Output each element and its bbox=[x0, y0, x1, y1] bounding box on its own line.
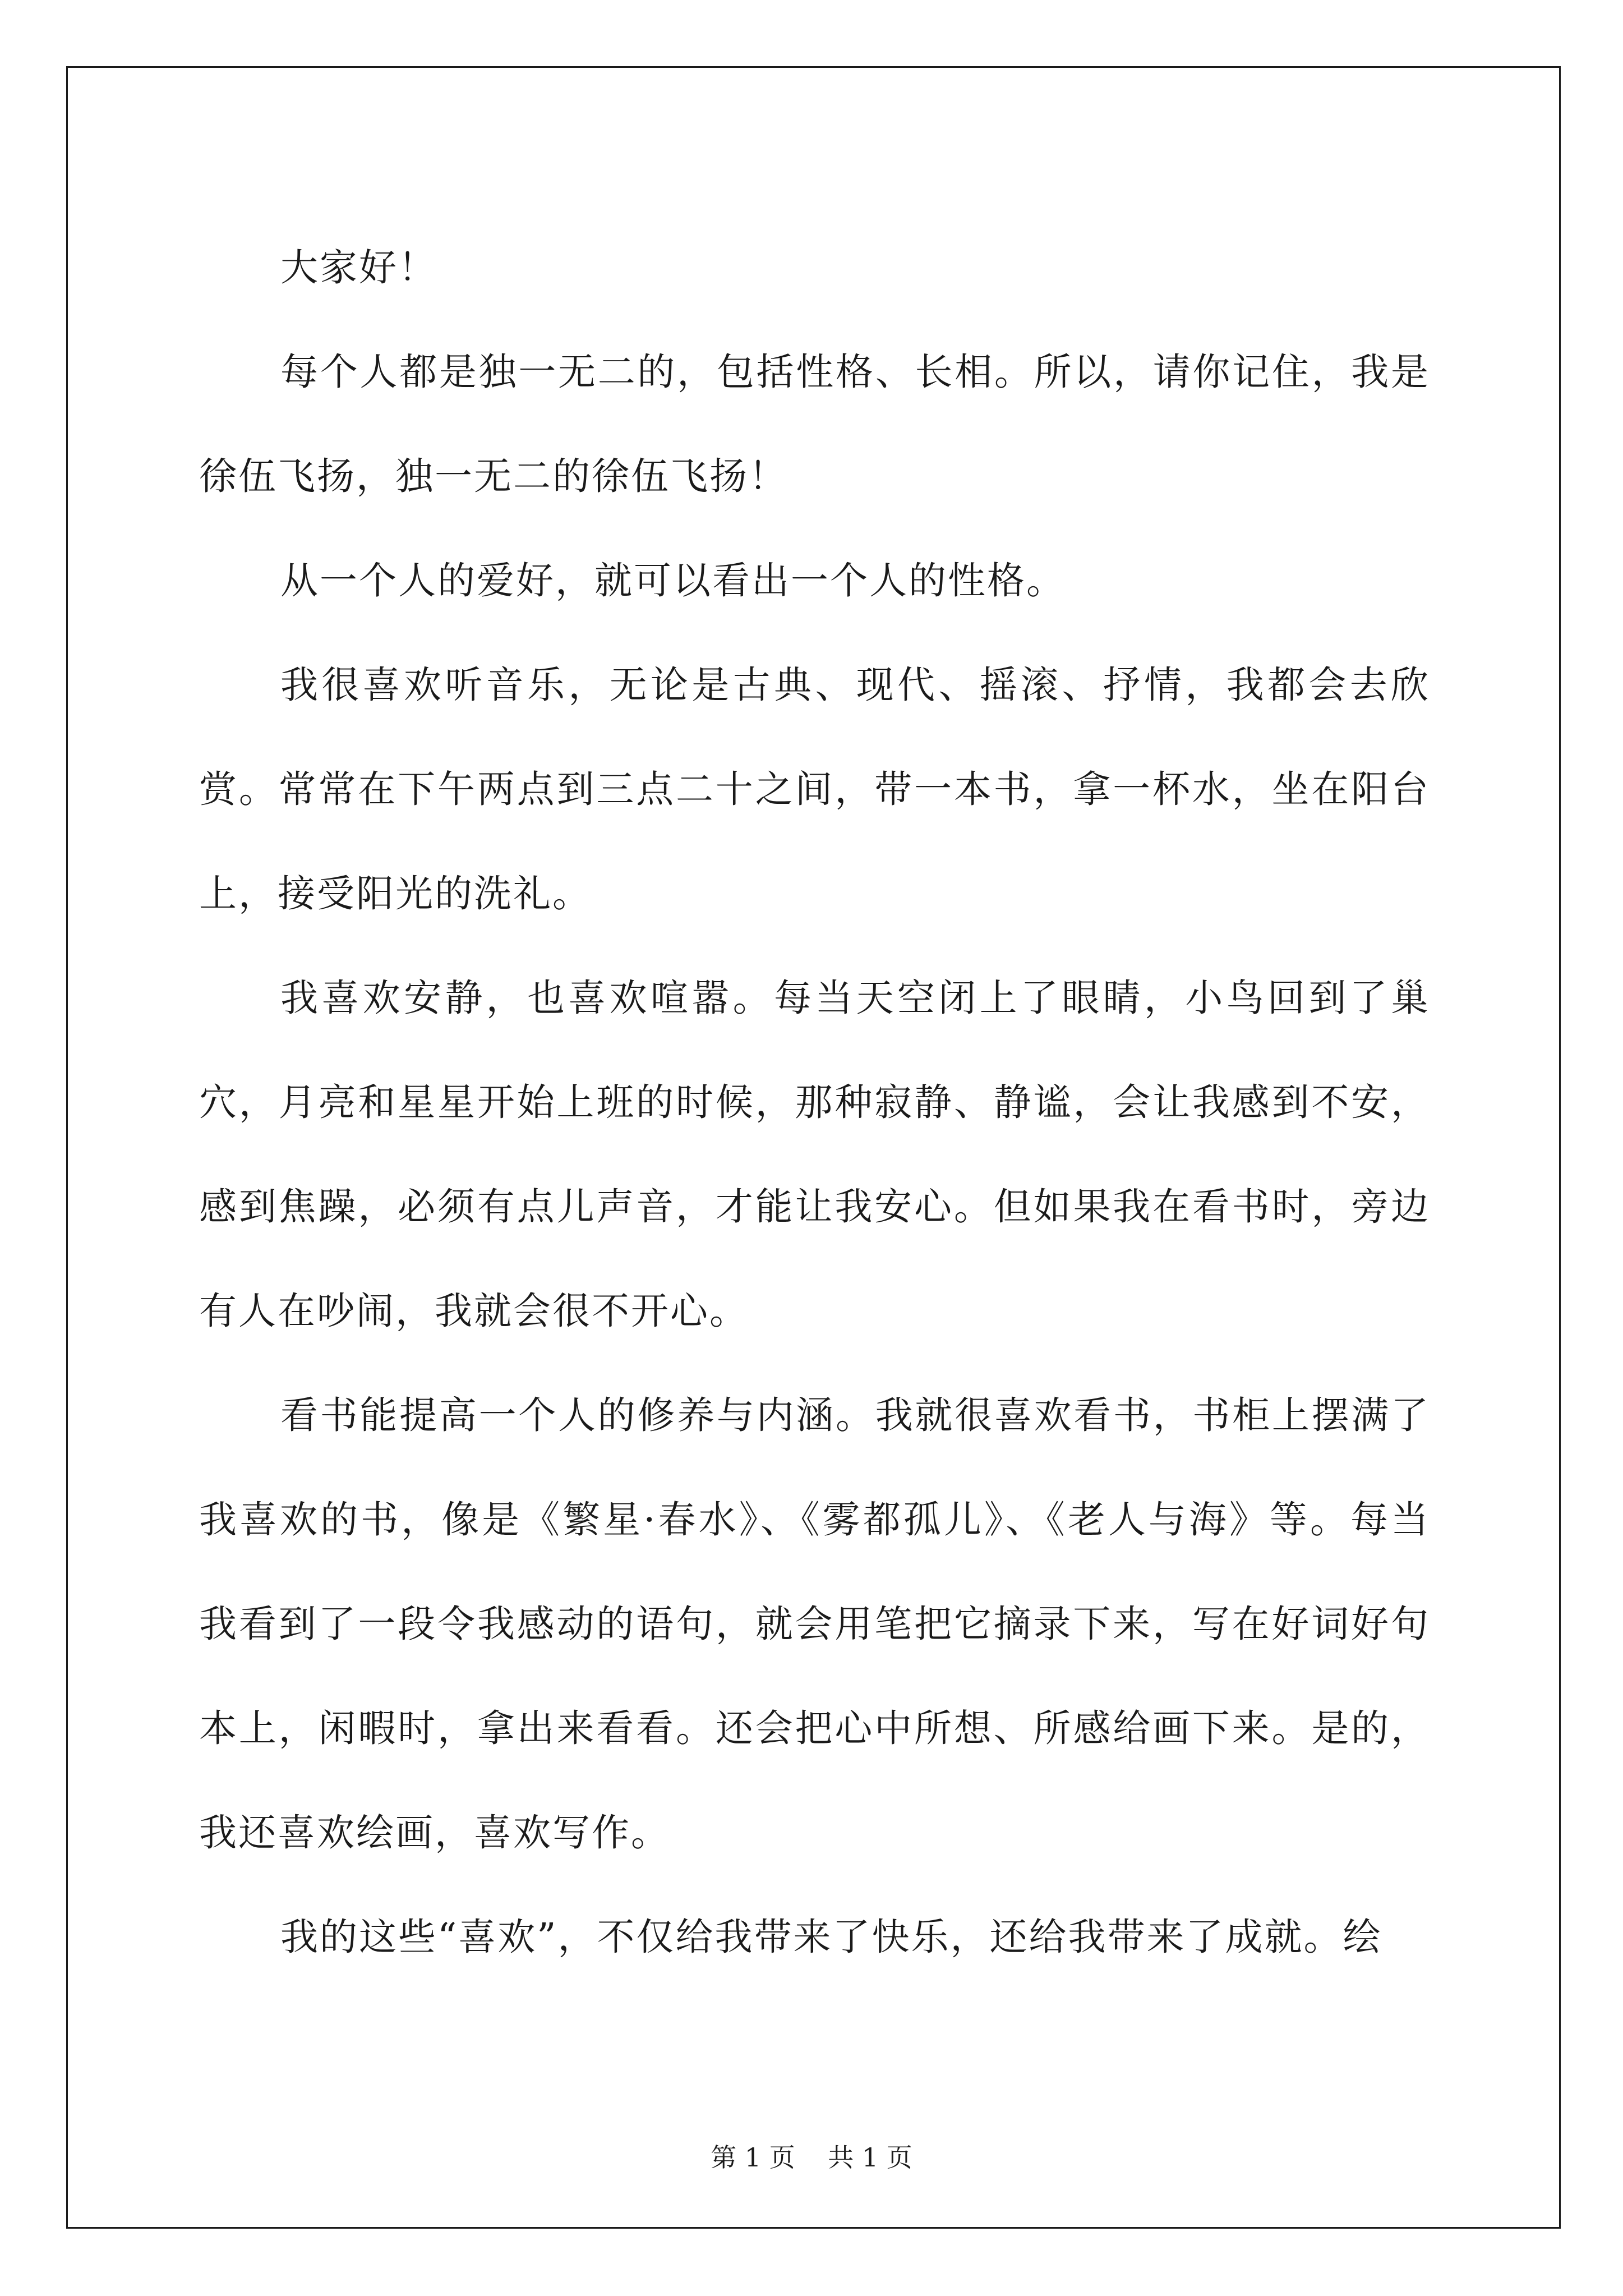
paragraph-reading: 看书能提高一个人的修养与内涵。我就很喜欢看书，书柜上摆满了我喜欢的书，像是《繁星·春水》、《雾都孤儿》、《老人与海》等。每当我看到了一段令我感动的语句，就会用笔把它摘录下来，写在好词好句本上，闲暇时，拿出来看看。还会把心中所想、所感给画下来。是的，我还喜欢绘画，喜欢写作。 bbox=[199, 1393, 1430, 1855]
paragraph-unique: 每个人都是独一无二的，包括性格、长相。所以，请你记住，我是徐伍飞扬，独一无二的徐伍飞扬！ bbox=[199, 350, 1430, 498]
paragraph-quiet: 我喜欢安静，也喜欢喧嚣。每当天空闭上了眼睛，小鸟回到了巢穴，月亮和星星开始上班的时候，那种寂静、静谧，会让我感到不安，感到焦躁，必须有点儿声音，才能让我安心。但如果我在看书时，旁边有人在吵闹，我就会很不开心。 bbox=[199, 976, 1430, 1333]
paragraph-music: 我很喜欢听音乐，无论是古典、现代、摇滚、抒情，我都会去欣赏。常常在下午两点到三点二十之间，带一本书，拿一杯水，坐在阳台上，接受阳光的洗礼。 bbox=[199, 663, 1430, 915]
page-number-footer: 第 1 页 共 1 页 bbox=[711, 2142, 912, 2173]
document-body bbox=[199, 215, 1430, 1989]
paragraph-likes: 我的这些“喜欢”，不仅给我带来了快乐，还给我带来了成就。绘 bbox=[280, 1915, 1382, 1959]
paragraph-hobbies-intro: 从一个人的爱好，就可以看出一个人的性格。 bbox=[280, 559, 1066, 602]
paragraph-greeting: 大家好！ bbox=[280, 246, 437, 289]
